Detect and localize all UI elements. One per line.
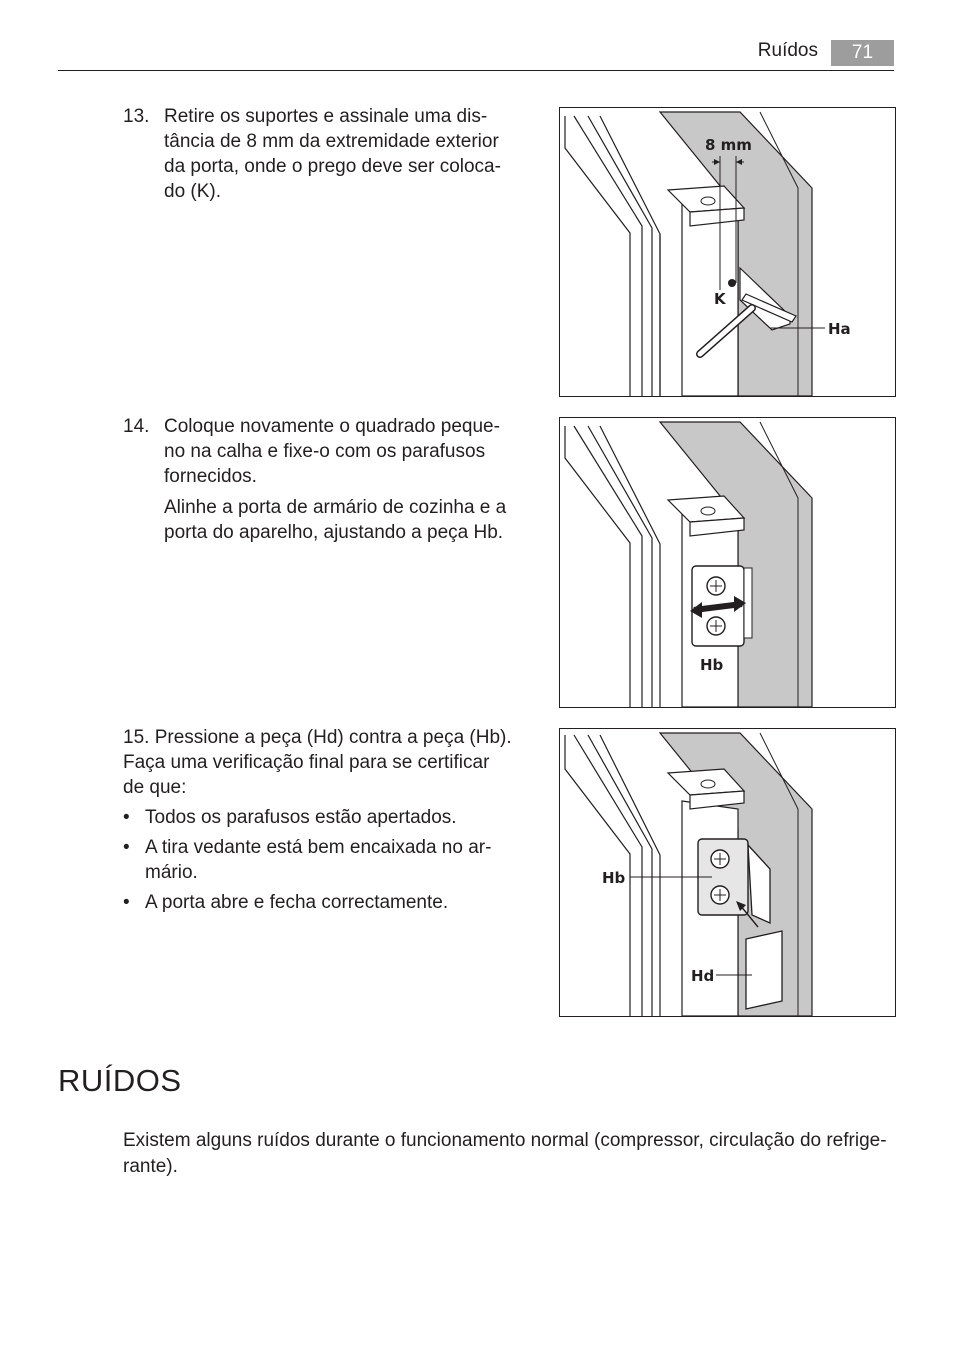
part-hb-label: Hb — [602, 869, 626, 887]
nail-label: K — [714, 290, 726, 308]
checklist-item: • A tira vedante está bem encaixada no ar- mário. — [123, 835, 523, 885]
section-paragraph: Existem alguns ruídos durante o funcionamento normal (compressor, circulação do refrige- rante). — [123, 1130, 887, 1177]
step-13-number: 13. — [123, 106, 150, 127]
figure-adjust-hb — [559, 417, 896, 708]
figure-3-illustration — [560, 729, 895, 1016]
step-15-text: 15. Pressione a peça (Hd) contra a peça (Hb). Faça uma verificação final para se certificar de que: — [123, 727, 512, 798]
step-14-note: Alinhe a porta de armário de cozinha e a porta do aparelho, ajustando a peça Hb. — [164, 497, 507, 543]
figure-2-illustration — [560, 418, 895, 707]
step-13-text: Retire os suportes e assinale uma dis- tância de 8 mm da extremidade exterior da porta, onde o prego deve ser coloca- do (K). — [164, 106, 501, 202]
figure-press-hd — [559, 728, 896, 1017]
step-14-text: Coloque novamente o quadrado peque- no na calha e fixe-o com os parafusos fornecidos. — [164, 416, 500, 487]
part-hb-label: Hb — [700, 656, 724, 674]
checklist-item: • A porta abre e fecha correctamente. — [123, 890, 523, 915]
checklist-item: • Todos os parafusos estão apertados. — [123, 805, 523, 830]
part-hd-label: Hd — [691, 967, 715, 985]
step-14-number: 14. — [123, 416, 150, 437]
section-heading: RUÍDOS — [58, 1063, 182, 1098]
step-14 — [123, 414, 523, 545]
figure-nail-position — [559, 107, 896, 397]
part-ha-label: Ha — [828, 320, 851, 338]
figure-1-illustration — [560, 108, 895, 396]
dimension-label: 8 mm — [705, 136, 752, 154]
step-13 — [123, 104, 523, 204]
running-header-title: Ruídos — [757, 40, 818, 61]
checklist — [123, 805, 523, 920]
header-divider — [58, 70, 894, 71]
page-number: 71 — [831, 40, 894, 66]
